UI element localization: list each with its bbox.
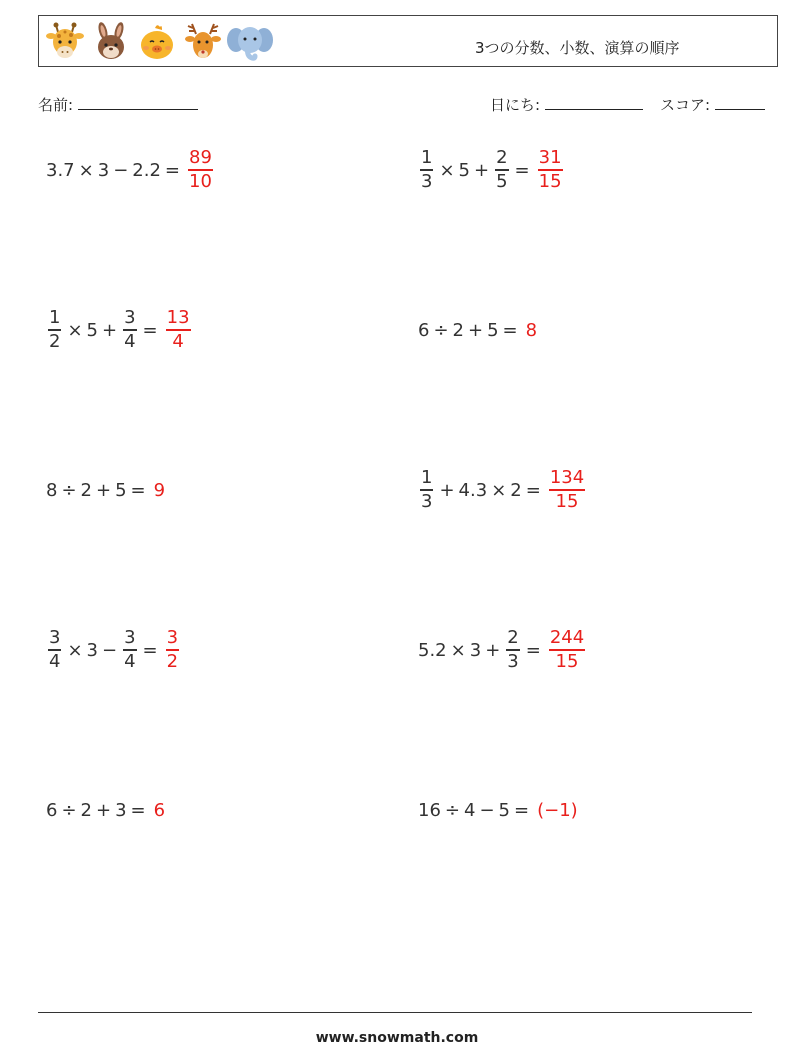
- answer-value: 6: [153, 799, 166, 821]
- numerator: 3: [124, 627, 136, 649]
- score-blank[interactable]: [715, 95, 765, 110]
- deer-icon: [183, 22, 223, 62]
- denominator: 10: [189, 170, 212, 192]
- date-field[interactable]: [490, 94, 643, 115]
- operator: =: [514, 799, 530, 821]
- denominator: 2: [166, 650, 179, 672]
- number: 6: [46, 799, 58, 821]
- denominator: 15: [555, 490, 579, 512]
- operator: +: [96, 479, 112, 501]
- operator: −: [479, 799, 495, 821]
- denominator: 3: [421, 490, 433, 512]
- operator: +: [102, 319, 118, 341]
- numerator: 13: [166, 307, 190, 329]
- operator: −: [113, 159, 129, 181]
- number: 16: [418, 799, 441, 821]
- problem-5: [46, 460, 165, 520]
- operator: ×: [78, 159, 94, 181]
- problem-1: [46, 140, 215, 200]
- number: 5: [86, 319, 98, 341]
- numerator: 2: [507, 627, 519, 649]
- operator: ÷: [61, 479, 77, 501]
- operator: =: [142, 639, 158, 661]
- numerator: 3: [166, 627, 179, 649]
- numerator: 1: [421, 147, 433, 169]
- answer-fraction: [188, 148, 213, 192]
- denominator: 3: [421, 170, 433, 192]
- operator: ×: [450, 639, 466, 661]
- number: 3: [469, 639, 482, 661]
- answer-fraction: [166, 308, 191, 352]
- number: 6: [418, 319, 430, 341]
- answer-fraction: [166, 628, 179, 672]
- footer-divider: [38, 1012, 752, 1013]
- denominator: 15: [538, 170, 562, 192]
- answer-value: (−1): [537, 799, 578, 821]
- operator: =: [142, 319, 158, 341]
- operator: ×: [67, 639, 83, 661]
- fraction: [48, 628, 61, 672]
- number: 5: [498, 799, 510, 821]
- operator: ÷: [61, 799, 77, 821]
- score-field[interactable]: [660, 94, 765, 115]
- numerator: 244: [549, 627, 585, 649]
- operator: =: [525, 639, 541, 661]
- number: 2: [80, 799, 92, 821]
- denominator: 4: [49, 650, 61, 672]
- numerator: 31: [538, 147, 562, 169]
- denominator: 5: [496, 170, 508, 192]
- number: 2: [452, 319, 464, 341]
- operator: =: [164, 159, 181, 181]
- numerator: 3: [49, 627, 61, 649]
- number: 2.2: [132, 159, 161, 181]
- denominator: 4: [124, 330, 136, 352]
- operator: =: [514, 159, 530, 181]
- operator: ÷: [444, 799, 460, 821]
- date-blank[interactable]: [545, 95, 643, 110]
- problem-3: [46, 300, 193, 360]
- answer-value: 9: [153, 479, 166, 501]
- numerator: 89: [189, 147, 212, 169]
- giraffe-icon: [45, 22, 85, 62]
- fraction: [506, 628, 519, 672]
- name-field[interactable]: [38, 94, 198, 115]
- numerator: 1: [49, 307, 61, 329]
- denominator: 3: [507, 650, 519, 672]
- number: 5: [458, 159, 470, 181]
- numerator: 1: [421, 467, 433, 489]
- number: 4.3: [458, 479, 488, 501]
- number: 5: [487, 319, 499, 341]
- operator: =: [502, 319, 518, 341]
- operator: −: [102, 639, 118, 661]
- rabbit-icon: [91, 22, 131, 62]
- problem-6: [418, 460, 587, 520]
- problem-7: [46, 620, 181, 680]
- denominator: 4: [172, 330, 184, 352]
- denominator: 4: [124, 650, 136, 672]
- numerator: 134: [549, 467, 585, 489]
- operator: ×: [67, 319, 83, 341]
- name-label: 名前:: [38, 96, 74, 114]
- operator: ×: [491, 479, 507, 501]
- answer-value: 8: [525, 319, 538, 341]
- number: 3: [115, 799, 127, 821]
- name-blank[interactable]: [78, 95, 198, 110]
- problem-9: [46, 780, 165, 840]
- number: 3: [86, 639, 98, 661]
- footer-url: www.snowmath.com: [315, 1030, 479, 1046]
- problem-4: [418, 300, 537, 360]
- answer-fraction: [549, 628, 585, 672]
- operator: ×: [439, 159, 455, 181]
- operator: =: [525, 479, 541, 501]
- answer-fraction: [549, 468, 585, 512]
- number: 4: [464, 799, 476, 821]
- operator: =: [130, 799, 146, 821]
- score-label: スコア:: [660, 96, 711, 114]
- header-box: [38, 15, 778, 67]
- number: 8: [46, 479, 58, 501]
- date-label: 日にち:: [490, 96, 541, 114]
- worksheet-title: 3つの分数、小数、演算の順序: [475, 39, 680, 57]
- operator: +: [485, 639, 501, 661]
- number: 3.7: [46, 159, 75, 181]
- fraction: [123, 628, 136, 672]
- operator: +: [439, 479, 455, 501]
- answer-fraction: [538, 148, 563, 192]
- problem-10: [418, 780, 578, 840]
- operator: +: [468, 319, 484, 341]
- numerator: 3: [124, 307, 136, 329]
- fraction: [48, 308, 61, 352]
- number: 5.2: [418, 639, 447, 661]
- number: 2: [80, 479, 92, 501]
- operator: =: [130, 479, 146, 501]
- denominator: 2: [49, 330, 61, 352]
- number: 3: [97, 159, 110, 181]
- number: 5: [115, 479, 127, 501]
- fraction: [495, 148, 508, 192]
- fraction: [123, 308, 136, 352]
- problem-8: [418, 620, 587, 680]
- chick-icon: [137, 22, 177, 62]
- fraction: [420, 148, 433, 192]
- elephant-icon: [227, 22, 273, 62]
- operator: +: [474, 159, 490, 181]
- denominator: 15: [555, 650, 579, 672]
- operator: +: [96, 799, 112, 821]
- problem-2: [418, 140, 565, 200]
- operator: ÷: [433, 319, 449, 341]
- numerator: 2: [496, 147, 508, 169]
- fraction: [420, 468, 433, 512]
- number: 2: [510, 479, 522, 501]
